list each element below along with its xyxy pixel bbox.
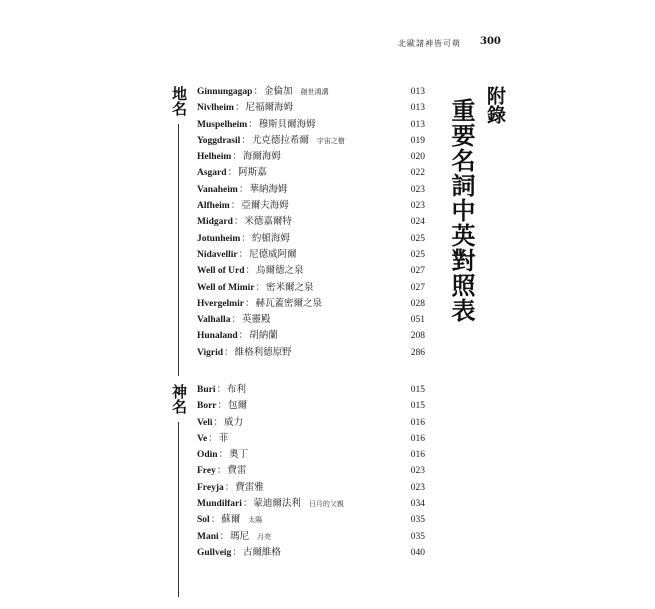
entry-page-number: 016: [410, 417, 425, 428]
entry-term: Midgard: [197, 217, 233, 228]
entry-separator: ：: [232, 546, 242, 558]
glossary-entry: [197, 133, 425, 149]
entry-separator: ：: [208, 432, 218, 444]
entry-term: Alfheim: [197, 201, 230, 212]
entry-separator: ：: [224, 346, 234, 358]
entry-term: Veli: [197, 417, 213, 428]
entry-page-number: 034: [410, 499, 425, 510]
entry-translation: 包爾: [228, 400, 248, 412]
entry-separator: ：: [230, 200, 241, 212]
gods-list: [197, 382, 425, 561]
entry-translation: 菲: [218, 432, 229, 444]
entry-separator: ：: [224, 481, 235, 493]
glossary-entry: [197, 328, 425, 344]
entry-page-number: 040: [410, 547, 425, 558]
glossary-entry: [197, 345, 425, 361]
section-divider-places: [178, 124, 179, 376]
entry-translation: 金倫加: [263, 86, 293, 97]
entry-translation: 烏爾德之泉: [256, 265, 304, 277]
entry-term: Ginnungagap: [197, 87, 253, 97]
entry-term: Nivlheim: [197, 103, 234, 114]
entry-term: Buri: [197, 385, 216, 395]
entry-page-number: 016: [410, 433, 425, 444]
entry-term: Nidavellir: [197, 249, 238, 260]
entry-translation: 密米爾之泉: [266, 281, 314, 293]
entry-page-number: 013: [410, 103, 425, 114]
entry-translation: 蒙迪爾法利: [253, 498, 301, 510]
entry-translation: 蘇爾: [221, 514, 241, 526]
glossary-entry: [197, 480, 425, 496]
entry-page-number: 025: [410, 233, 425, 244]
entry-page-number: 035: [410, 531, 425, 542]
glossary-entry: [197, 263, 425, 279]
entry-translation: 亞爾夫海姆: [241, 200, 289, 212]
entry-page-number: 023: [410, 466, 425, 477]
entry-separator: ：: [218, 449, 229, 461]
entry-translation: 華納海姆: [249, 183, 288, 195]
entry-translation: 費雷雅: [235, 481, 264, 493]
entry-page-number: 208: [410, 331, 425, 342]
entry-term: Muspelheim: [197, 119, 248, 130]
entry-page-number: 016: [410, 450, 425, 461]
entry-term: Hvergelmir: [197, 298, 244, 309]
entry-term: Jotunheim: [197, 233, 241, 244]
entry-separator: ：: [219, 530, 230, 542]
entry-separator: ：: [233, 216, 244, 228]
glossary-entry: [197, 231, 425, 247]
entry-page-number: 024: [410, 217, 425, 228]
glossary-entry: [197, 117, 425, 133]
glossary-entry: [197, 84, 425, 100]
entry-separator: ：: [234, 102, 245, 114]
entry-page-number: 027: [410, 266, 425, 277]
entry-term: Mani: [197, 531, 219, 542]
entry-page-number: 013: [410, 119, 425, 130]
entry-page-number: 035: [410, 515, 425, 526]
entry-separator: ：: [242, 498, 253, 510]
entry-page-number: 022: [410, 168, 425, 179]
entry-term: Yoggdrasil: [197, 135, 241, 146]
glossary-entry: [197, 296, 425, 312]
entry-separator: ：: [232, 151, 242, 163]
places-list: [197, 84, 425, 361]
entry-translation: 古爾維格: [242, 546, 281, 558]
entry-translation: 瑪尼: [230, 530, 250, 542]
entry-term: Helheim: [197, 152, 232, 163]
entry-translation: 英靈殿: [241, 314, 271, 326]
entry-separator: ：: [248, 118, 258, 130]
page-title: 重要名詞中英對照表: [447, 98, 476, 323]
glossary-entry: [197, 415, 425, 431]
entry-separator: ：: [213, 416, 223, 428]
glossary-entry: [197, 447, 425, 463]
entry-term: Vanaheim: [197, 184, 238, 195]
entry-term: Borr: [197, 401, 217, 412]
entry-term: Mundilfari: [197, 499, 242, 510]
entry-translation: 穆斯貝爾海姆: [258, 118, 316, 130]
glossary-entry: [197, 512, 425, 528]
entry-separator: ：: [255, 281, 266, 293]
entry-translation: 尼福爾海姆: [245, 102, 293, 114]
entry-translation: 尤克德拉希爾: [251, 134, 309, 146]
entry-translation: 費雷: [227, 465, 247, 477]
glossary-entry: [197, 198, 425, 214]
entry-separator: ：: [245, 265, 256, 277]
entry-translation: 尼德威阿爾: [249, 248, 297, 260]
entry-separator: ：: [241, 232, 251, 244]
glossary-entry: [197, 165, 425, 181]
entry-separator: ：: [231, 314, 241, 326]
entry-separator: ：: [216, 465, 227, 477]
running-header: 北歐諸神皆可萌: [398, 39, 461, 48]
entry-page-number: 015: [410, 385, 425, 395]
entry-separator: ：: [238, 183, 249, 195]
page-number: 300: [480, 36, 501, 47]
entry-separator: ：: [241, 134, 251, 146]
glossary-entry: [197, 398, 425, 414]
entry-translation: 布利: [227, 384, 247, 395]
appendix-label: 附錄: [484, 86, 506, 124]
entry-term: Hunaland: [197, 331, 238, 342]
glossary-entry: [197, 529, 425, 545]
glossary-entry: [197, 382, 425, 398]
entry-term: Freyja: [197, 482, 224, 493]
entry-translation: 赫瓦蓋密爾之泉: [255, 297, 322, 309]
entry-term: Gullveig: [197, 547, 232, 558]
glossary-entry: [197, 431, 425, 447]
entry-page-number: 023: [410, 482, 425, 493]
entry-translation: 胡納蘭: [249, 330, 278, 342]
section-label-gods: 神名: [170, 384, 188, 414]
glossary-entry: [197, 149, 425, 165]
entry-page-number: 028: [410, 298, 425, 309]
entry-translation: 約頓海姆: [251, 232, 290, 244]
glossary-entry: [197, 214, 425, 230]
glossary-entry: [197, 496, 425, 512]
entry-page-number: 023: [410, 201, 425, 212]
section-label-places: 地名: [170, 86, 188, 116]
entry-term: Odin: [197, 450, 218, 461]
entry-translation: 維格利德原野: [234, 346, 292, 358]
entry-note: 日月的父親: [308, 500, 344, 509]
entry-term: Asgard: [197, 168, 227, 179]
entry-separator: ：: [253, 86, 263, 97]
entry-page-number: 015: [410, 401, 425, 412]
entry-separator: ：: [227, 167, 238, 179]
entry-term: Frey: [197, 466, 216, 477]
entry-separator: ：: [216, 384, 226, 395]
entry-term: Sol: [197, 515, 210, 526]
entry-translation: 威力: [224, 416, 244, 428]
entry-term: Well of Mimir: [197, 282, 255, 293]
glossary-entry: [197, 312, 425, 328]
entry-separator: ：: [210, 514, 221, 526]
entry-note: 創世鴻溝: [300, 88, 329, 96]
entry-translation: 阿斯嘉: [238, 167, 267, 179]
entry-page-number: 020: [410, 152, 425, 163]
entry-page-number: 019: [410, 135, 425, 146]
entry-note: 太陽: [248, 516, 263, 525]
glossary-entry: [197, 545, 425, 561]
glossary-entry: [197, 100, 425, 116]
entry-translation: 米德嘉爾特: [244, 216, 292, 228]
entry-page-number: 013: [410, 87, 425, 97]
entry-page-number: 051: [410, 315, 425, 326]
entry-translation: 奧丁: [229, 449, 249, 461]
entry-term: Valhalla: [197, 315, 231, 326]
entry-term: Vigrid: [197, 347, 224, 358]
entry-note: 月亮: [257, 532, 272, 541]
entry-page-number: 286: [410, 347, 425, 358]
entry-separator: ：: [238, 248, 249, 260]
entry-note: 宇宙之樹: [316, 136, 345, 145]
entry-term: Well of Urd: [197, 266, 245, 277]
entry-page-number: 023: [410, 184, 425, 195]
entry-separator: ：: [238, 330, 249, 342]
entry-page-number: 027: [410, 282, 425, 293]
glossary-entry: [197, 280, 425, 296]
glossary-entry: [197, 463, 425, 479]
section-divider-gods: [178, 422, 179, 597]
entry-separator: ：: [244, 297, 255, 309]
glossary-entry: [197, 182, 425, 198]
entry-translation: 海爾海姆: [242, 151, 281, 163]
entry-term: Ve: [197, 433, 208, 444]
entry-page-number: 025: [410, 249, 425, 260]
entry-separator: ：: [217, 400, 228, 412]
glossary-entry: [197, 247, 425, 263]
